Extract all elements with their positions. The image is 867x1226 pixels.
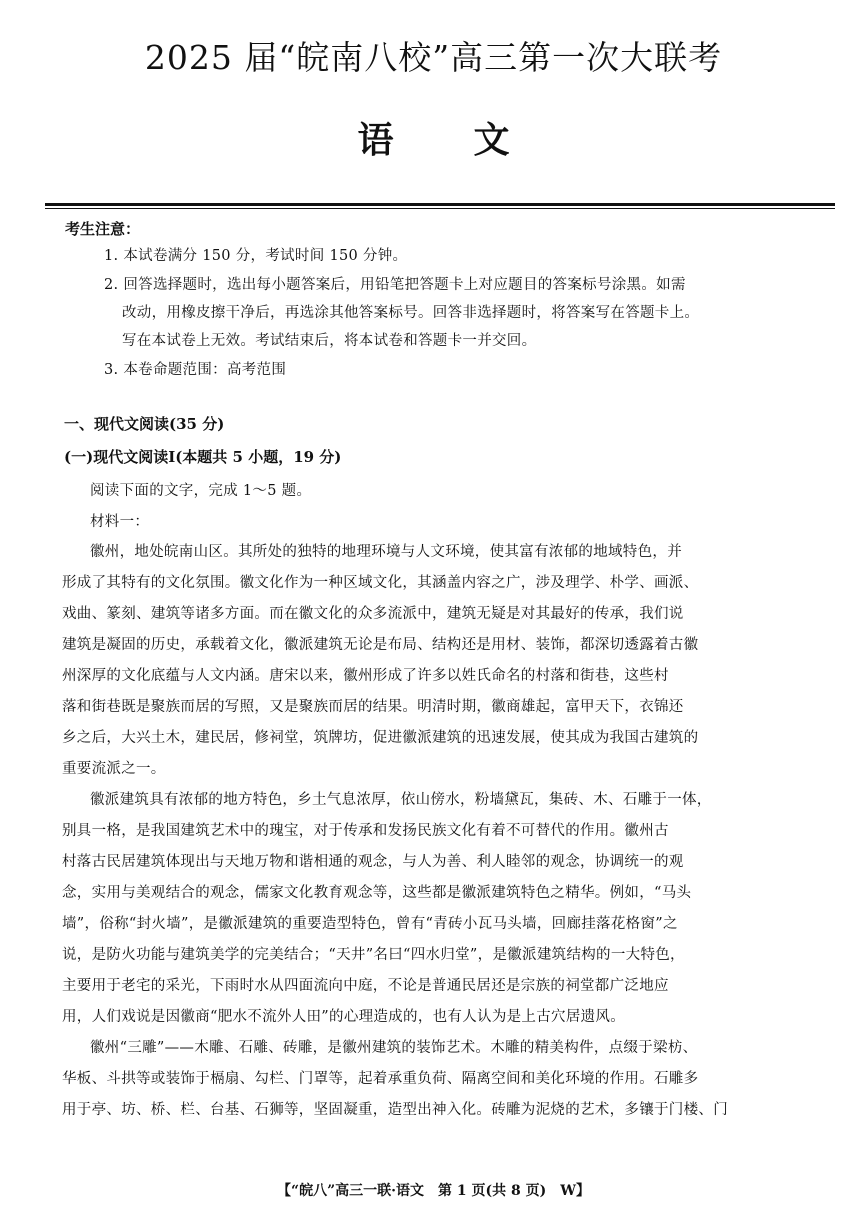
notice-heading: 考生注意： [65, 220, 141, 238]
body-line: 墙”，俗称“封火墙”，是徽派建筑的重要造型特色，曾有“青砖小瓦马头墙，回廊挂落花格窗”之 [62, 916, 678, 932]
section-heading: 一、现代文阅读(35 分) [64, 415, 225, 433]
body-line: 落和街巷既是聚族而居的写照，又是聚族而居的结果。明清时期，徽商雄起，富甲天下，衣锦还 [62, 699, 684, 715]
header-divider-thick [45, 203, 835, 206]
body-line: 徽州“三雕”——木雕、石雕、砖雕，是徽州建筑的装饰艺术。木雕的精美构件，点缀于梁枋、 [90, 1040, 698, 1056]
notice-item-2-line-1: 2. 回答选择题时，选出每小题答案后，用铅笔把答题卡上对应题目的答案标号涂黑。如需 [104, 277, 686, 293]
body-line: 徽派建筑具有浓郁的地方特色，乡土气息浓厚，依山傍水，粉墙黛瓦，集砖、木、石雕于一体， [90, 792, 712, 808]
body-line: 用于亭、坊、桥、栏、台基、石狮等，坚固凝重，造型出神入化。砖雕为泥烧的艺术，多镶于门楼、门 [62, 1102, 728, 1118]
page-footer: 【“皖八”高三一联·语文 第 1 页(共 8 页) W】 [277, 1183, 590, 1199]
header-divider-thin [45, 208, 835, 209]
body-line: 说，是防火功能与建筑美学的完美结合；“天井”名曰“四水归堂”，是徽派建筑结构的一大特色， [62, 947, 685, 963]
reading-instruction: 阅读下面的文字，完成 1～5 题。 [90, 483, 312, 499]
exam-title: 2025 届“皖南八校”高三第一次大联考 [144, 38, 723, 77]
body-line: 用，人们戏说是因徽商“肥水不流外人田”的心理造成的，也有人认为是上古穴居遗风。 [62, 1009, 626, 1025]
body-line: 重要流派之一。 [62, 761, 166, 777]
body-line: 村落古民居建筑体现出与天地万物和谐相通的观念，与人为善、利人睦邻的观念，协调统一的观 [62, 854, 684, 870]
body-line: 主要用于老宅的采光，下雨时水从四面流向中庭，不论是普通民居还是宗族的祠堂都广泛地应 [62, 978, 669, 994]
body-line: 戏曲、篆刻、建筑等诸多方面。而在徽文化的众多流派中，建筑无疑是对其最好的传承，我们说 [62, 606, 684, 622]
subsection-heading: (一)现代文阅读Ⅰ(本题共 5 小题，19 分) [64, 448, 342, 466]
notice-item-3: 3. 本卷命题范围：高考范围 [104, 362, 287, 378]
material-label: 材料一： [90, 514, 150, 530]
subject-title: 语文 [357, 119, 590, 161]
body-line: 州深厚的文化底蕴与人文内涵。唐宋以来，徽州形成了许多以姓氏命名的村落和街巷，这些村 [62, 668, 669, 684]
body-line: 形成了其特有的文化氛围。徽文化作为一种区域文化，其涵盖内容之广，涉及理学、朴学、画派、 [62, 575, 699, 591]
notice-item-2-line-2: 改动，用橡皮擦干净后，再选涂其他答案标号。回答非选择题时，将答案写在答题卡上。 [122, 305, 700, 321]
body-line: 建筑是凝固的历史，承载着文化，徽派建筑无论是布局、结构还是用材、装饰，都深切透露着古徽 [62, 637, 699, 653]
body-line: 华板、斗拱等或装饰于槅扇、勾栏、门罩等，起着承重负荷、隔离空间和美化环境的作用。石雕多 [62, 1071, 699, 1087]
notice-item-1: 1. 本试卷满分 150 分，考试时间 150 分钟。 [104, 248, 408, 264]
body-line: 念，实用与美观结合的观念，儒家文化教育观念等，这些都是徽派建筑特色之精华。例如，“马头 [62, 885, 692, 901]
body-line: 别具一格，是我国建筑艺术中的瑰宝，对于传承和发扬民族文化有着不可替代的作用。徽州古 [62, 823, 669, 839]
body-line: 徽州，地处皖南山区。其所处的独特的地理环境与人文环境，使其富有浓郁的地域特色，并 [90, 544, 682, 560]
body-line: 乡之后，大兴土木，建民居，修祠堂，筑牌坊，促进徽派建筑的迅速发展，使其成为我国古建筑的 [62, 730, 699, 746]
notice-item-2-line-3: 写在本试卷上无效。考试结束后，将本试卷和答题卡一并交回。 [122, 333, 537, 349]
